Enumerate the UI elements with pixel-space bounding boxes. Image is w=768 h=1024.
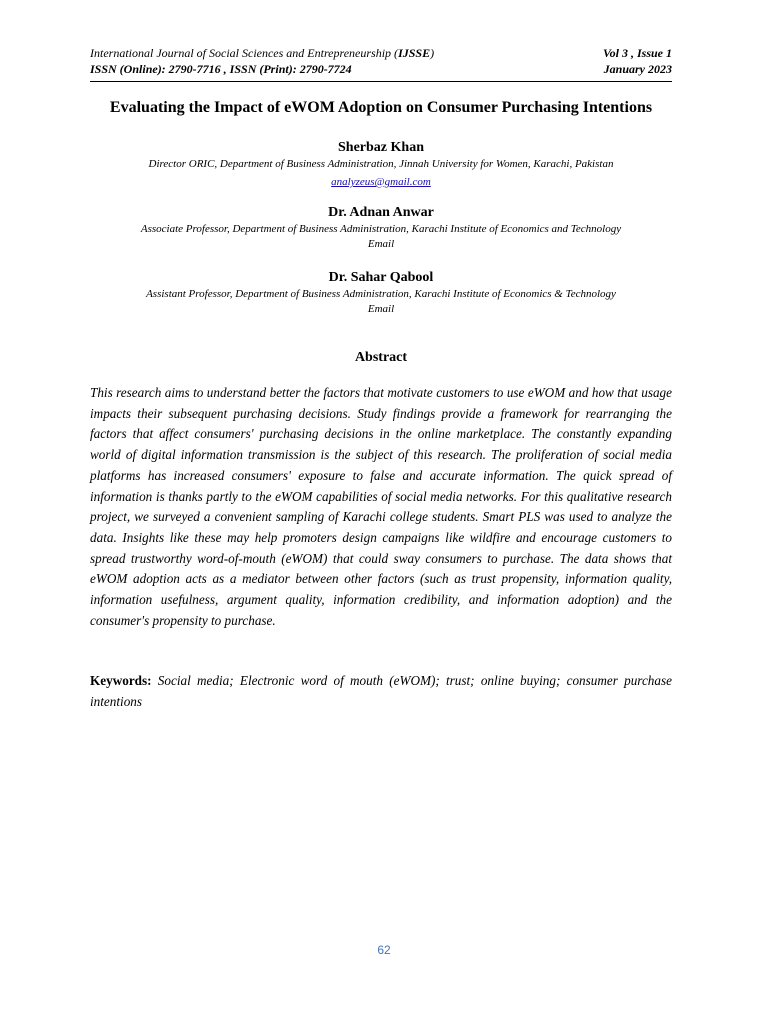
author-affiliation: Associate Professor, Department of Business Administration, Karachi Institute of Economics and Technology (140, 223, 622, 235)
author-block-1 (90, 139, 672, 190)
abstract-text: This research aims to understand better the factors that motivate customers to use eWOM and how that usage impacts their subsequent purchasing decisions. Study findings provide a framework for rearranging the factors that affect consumers' purchasing decisions in the online marketplace. The constantly expanding world of digital information transmission is the subject of this research. The proliferation of social media platforms has increased consumers' exposure to false and accurate information. The quick spread of information is thanks partly to the eWOM capabilities of social media networks. For this qualitative research project, we surveyed a convenient sampling of Karachi college students. Smart PLS was used to analyze the data. Insights like these may help promoters design campaigns like wildfire and encourage customers to spread trustworthy word-of-mouth (eWOM) that could sway consumers to purchase. The data shows that eWOM adoption acts as a mediator between other factors (such as trust propensity, information quality, information usefulness, argument quality, information credibility, and information adoption) and the consumer's propensity to purchase. (90, 385, 672, 628)
running-header (90, 45, 672, 77)
author-name: Sherbaz Khan (338, 140, 424, 155)
author-email: Email (367, 303, 395, 315)
keywords (90, 671, 672, 712)
journal-name: International Journal of Social Sciences and Entrepreneurship (IJSSE) (90, 46, 435, 60)
author-name: Dr. Sahar Qabool (328, 270, 434, 285)
abstract-heading: Abstract (354, 350, 408, 365)
paper-title: Evaluating the Impact of eWOM Adoption on Consumer Purchasing Intentions (109, 99, 653, 116)
author-affiliation: Director ORIC, Department of Business Administration, Jinnah University for Women, Karachi, Pakistan (148, 158, 614, 170)
author-name: Dr. Adnan Anwar (328, 205, 434, 220)
issue-date: January 2023 (603, 62, 672, 76)
author-email-link[interactable]: analyzeus@gmail.com (331, 176, 431, 188)
author-email: Email (367, 238, 395, 250)
header-rule (90, 81, 672, 82)
journal-abbrev: IJSSE (398, 46, 431, 60)
volume-issue: Vol 3 , Issue 1 (602, 46, 672, 60)
author-block-2 (90, 204, 672, 252)
author-block-3 (90, 269, 672, 317)
running-header-row-1 (90, 45, 672, 61)
issn: ISSN (Online): 2790-7716 , ISSN (Print): 2790-7724 (90, 62, 352, 76)
keywords-label: Keywords: (90, 673, 158, 688)
author-affiliation: Assistant Professor, Department of Business Administration, Karachi Institute of Economics & Technology (146, 288, 616, 300)
running-header-row-2 (90, 61, 672, 77)
page-number: 62 (377, 943, 391, 957)
keywords-text: Social media; Electronic word of mouth (eWOM); trust; online buying; consumer purchase intentions (90, 673, 672, 709)
